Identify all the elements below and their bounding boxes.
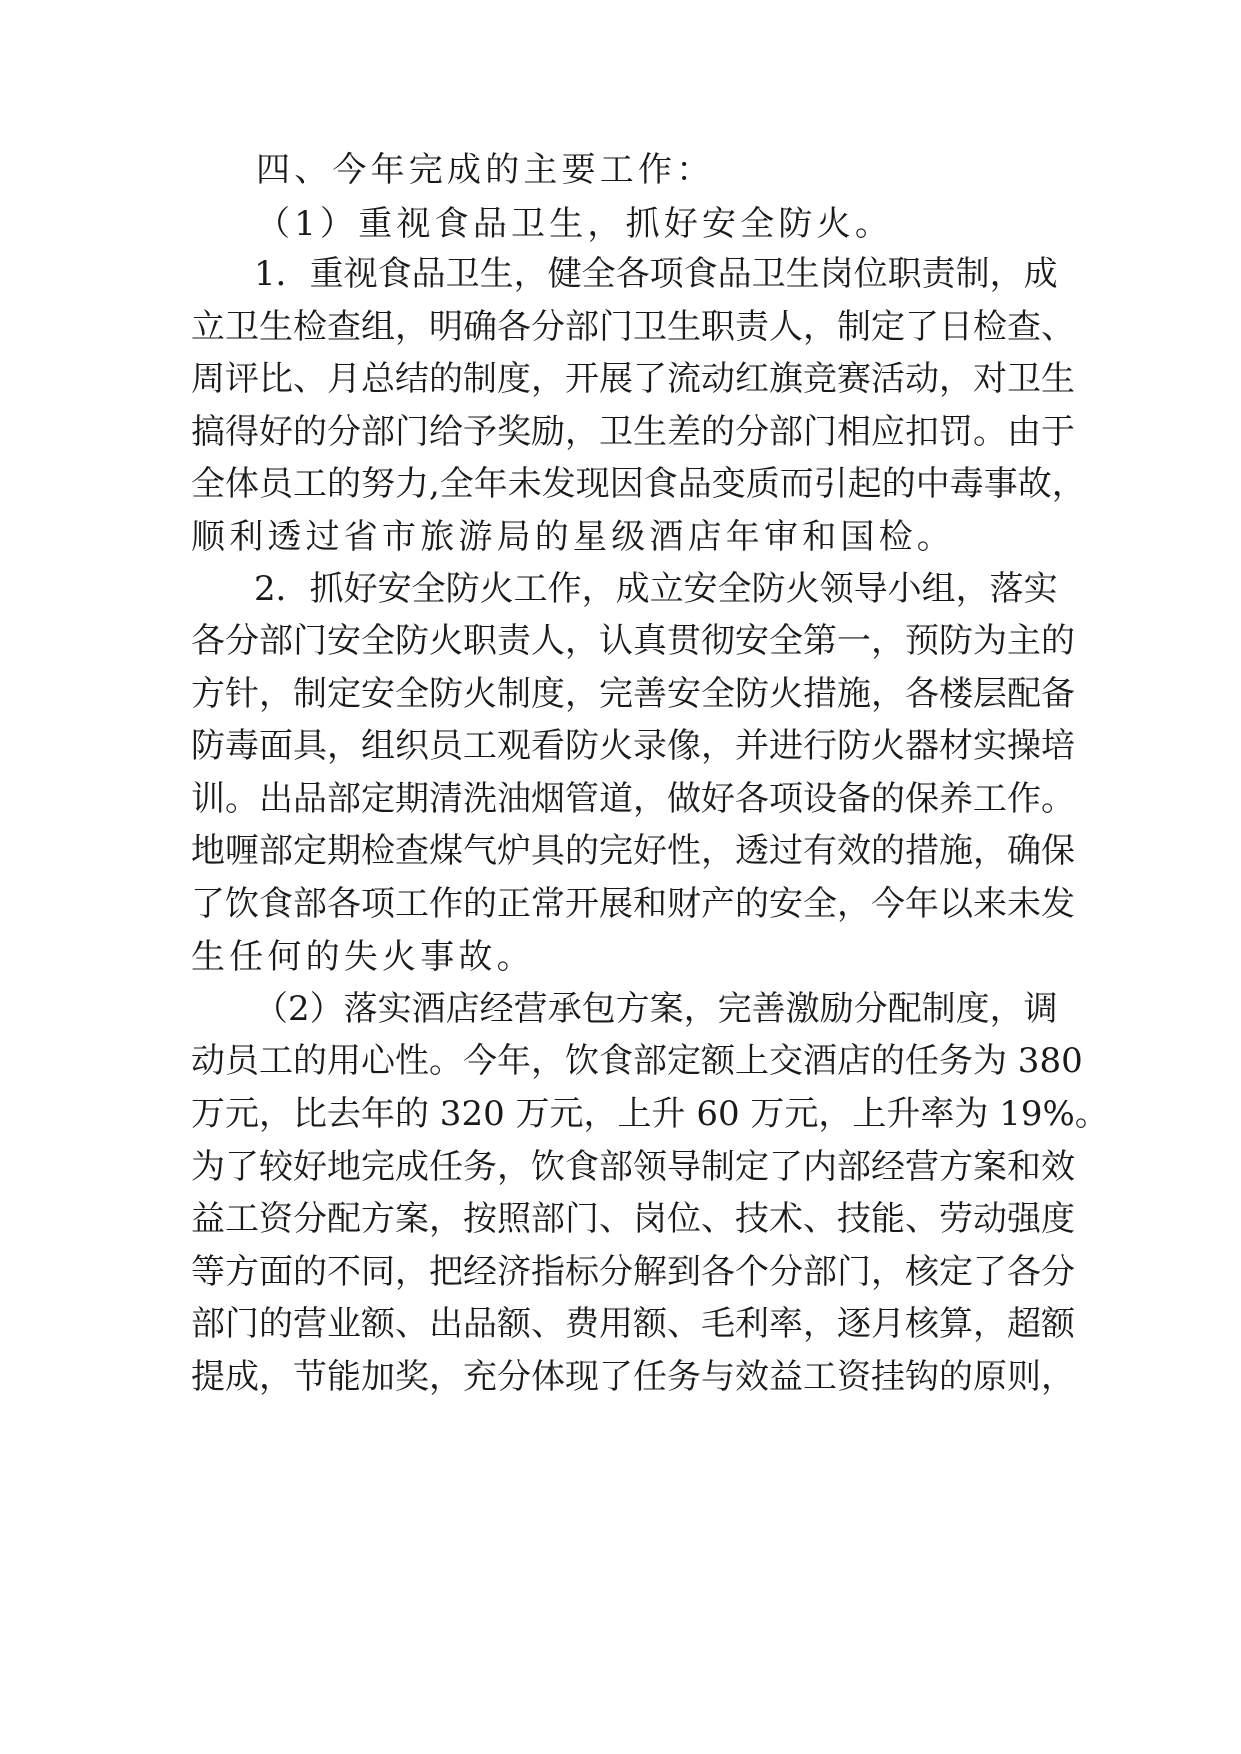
paragraph-line: 部门的营业额、出品额、费用额、毛利率，逐月核算，超额 <box>191 1304 1075 1344</box>
paragraph-line: 搞得好的分部门给予奖励，卫生差的分部门相应扣罚。由于 <box>191 412 1075 452</box>
paragraph-line: 2．抓好安全防火工作，成立安全防火领导小组，落实 <box>254 569 1058 609</box>
paragraph-line: 训。出品部定期清洗油烟管道，做好各项设备的保养工作。 <box>191 779 1075 819</box>
paragraph-line: 了饮食部各项工作的正常开展和财产的安全，今年以来未发 <box>191 884 1075 924</box>
paragraph-line: 生任何的失火事故。 <box>191 937 535 977</box>
paragraph-line: 等方面的不同，把经济指标分解到各个分部门，核定了各分 <box>191 1252 1075 1292</box>
paragraph-line: 益工资分配方案，按照部门、岗位、技术、技能、劳动强度 <box>191 1199 1075 1239</box>
paragraph-line: 全体员工的努力,全年未发现因食品变质而引起的中毒事故， <box>191 464 1086 504</box>
paragraph-line: 为了较好地完成任务，饮食部领导制定了内部经营方案和效 <box>191 1147 1075 1187</box>
paragraph-line: 万元，比去年的 320 万元，上升 60 万元，上升率为 19%。 <box>191 1094 1109 1134</box>
paragraph-line: 防毒面具，组织员工观看防火录像，并进行防火器材实操培 <box>191 726 1075 766</box>
paragraph-line: 各分部门安全防火职责人，认真贯彻安全第一，预防为主的 <box>191 621 1075 661</box>
paragraph-line: 立卫生检查组，明确各分部门卫生职责人，制定了日检查、 <box>191 307 1075 347</box>
paragraph-line: 提成，节能加奖，充分体现了任务与效益工资挂钩的原则， <box>191 1357 1075 1397</box>
paragraph-line: 地喱部定期检查煤气炉具的完好性，透过有效的措施，确保 <box>191 831 1075 871</box>
section-heading: 四、今年完成的主要工作： <box>256 150 715 190</box>
paragraph-line: 动员工的用心性。今年，饮食部定额上交酒店的任务为 380 <box>191 1041 1083 1081</box>
paragraph-line: 方针，制定安全防火制度，完善安全防火措施，各楼层配备 <box>191 674 1075 714</box>
paragraph-line: （2）落实酒店经营承包方案，完善激励分配制度，调 <box>254 989 1058 1029</box>
subsection-heading: （1）重视食品卫生，抓好安全防火。 <box>256 204 894 244</box>
paragraph-line: 顺利透过省市旅游局的星级酒店年审和国检。 <box>191 517 955 557</box>
paragraph-line: 1．重视食品卫生，健全各项食品卫生岗位职责制，成 <box>254 254 1058 294</box>
paragraph-line: 周评比、月总结的制度，开展了流动红旗竞赛活动，对卫生 <box>191 359 1075 399</box>
